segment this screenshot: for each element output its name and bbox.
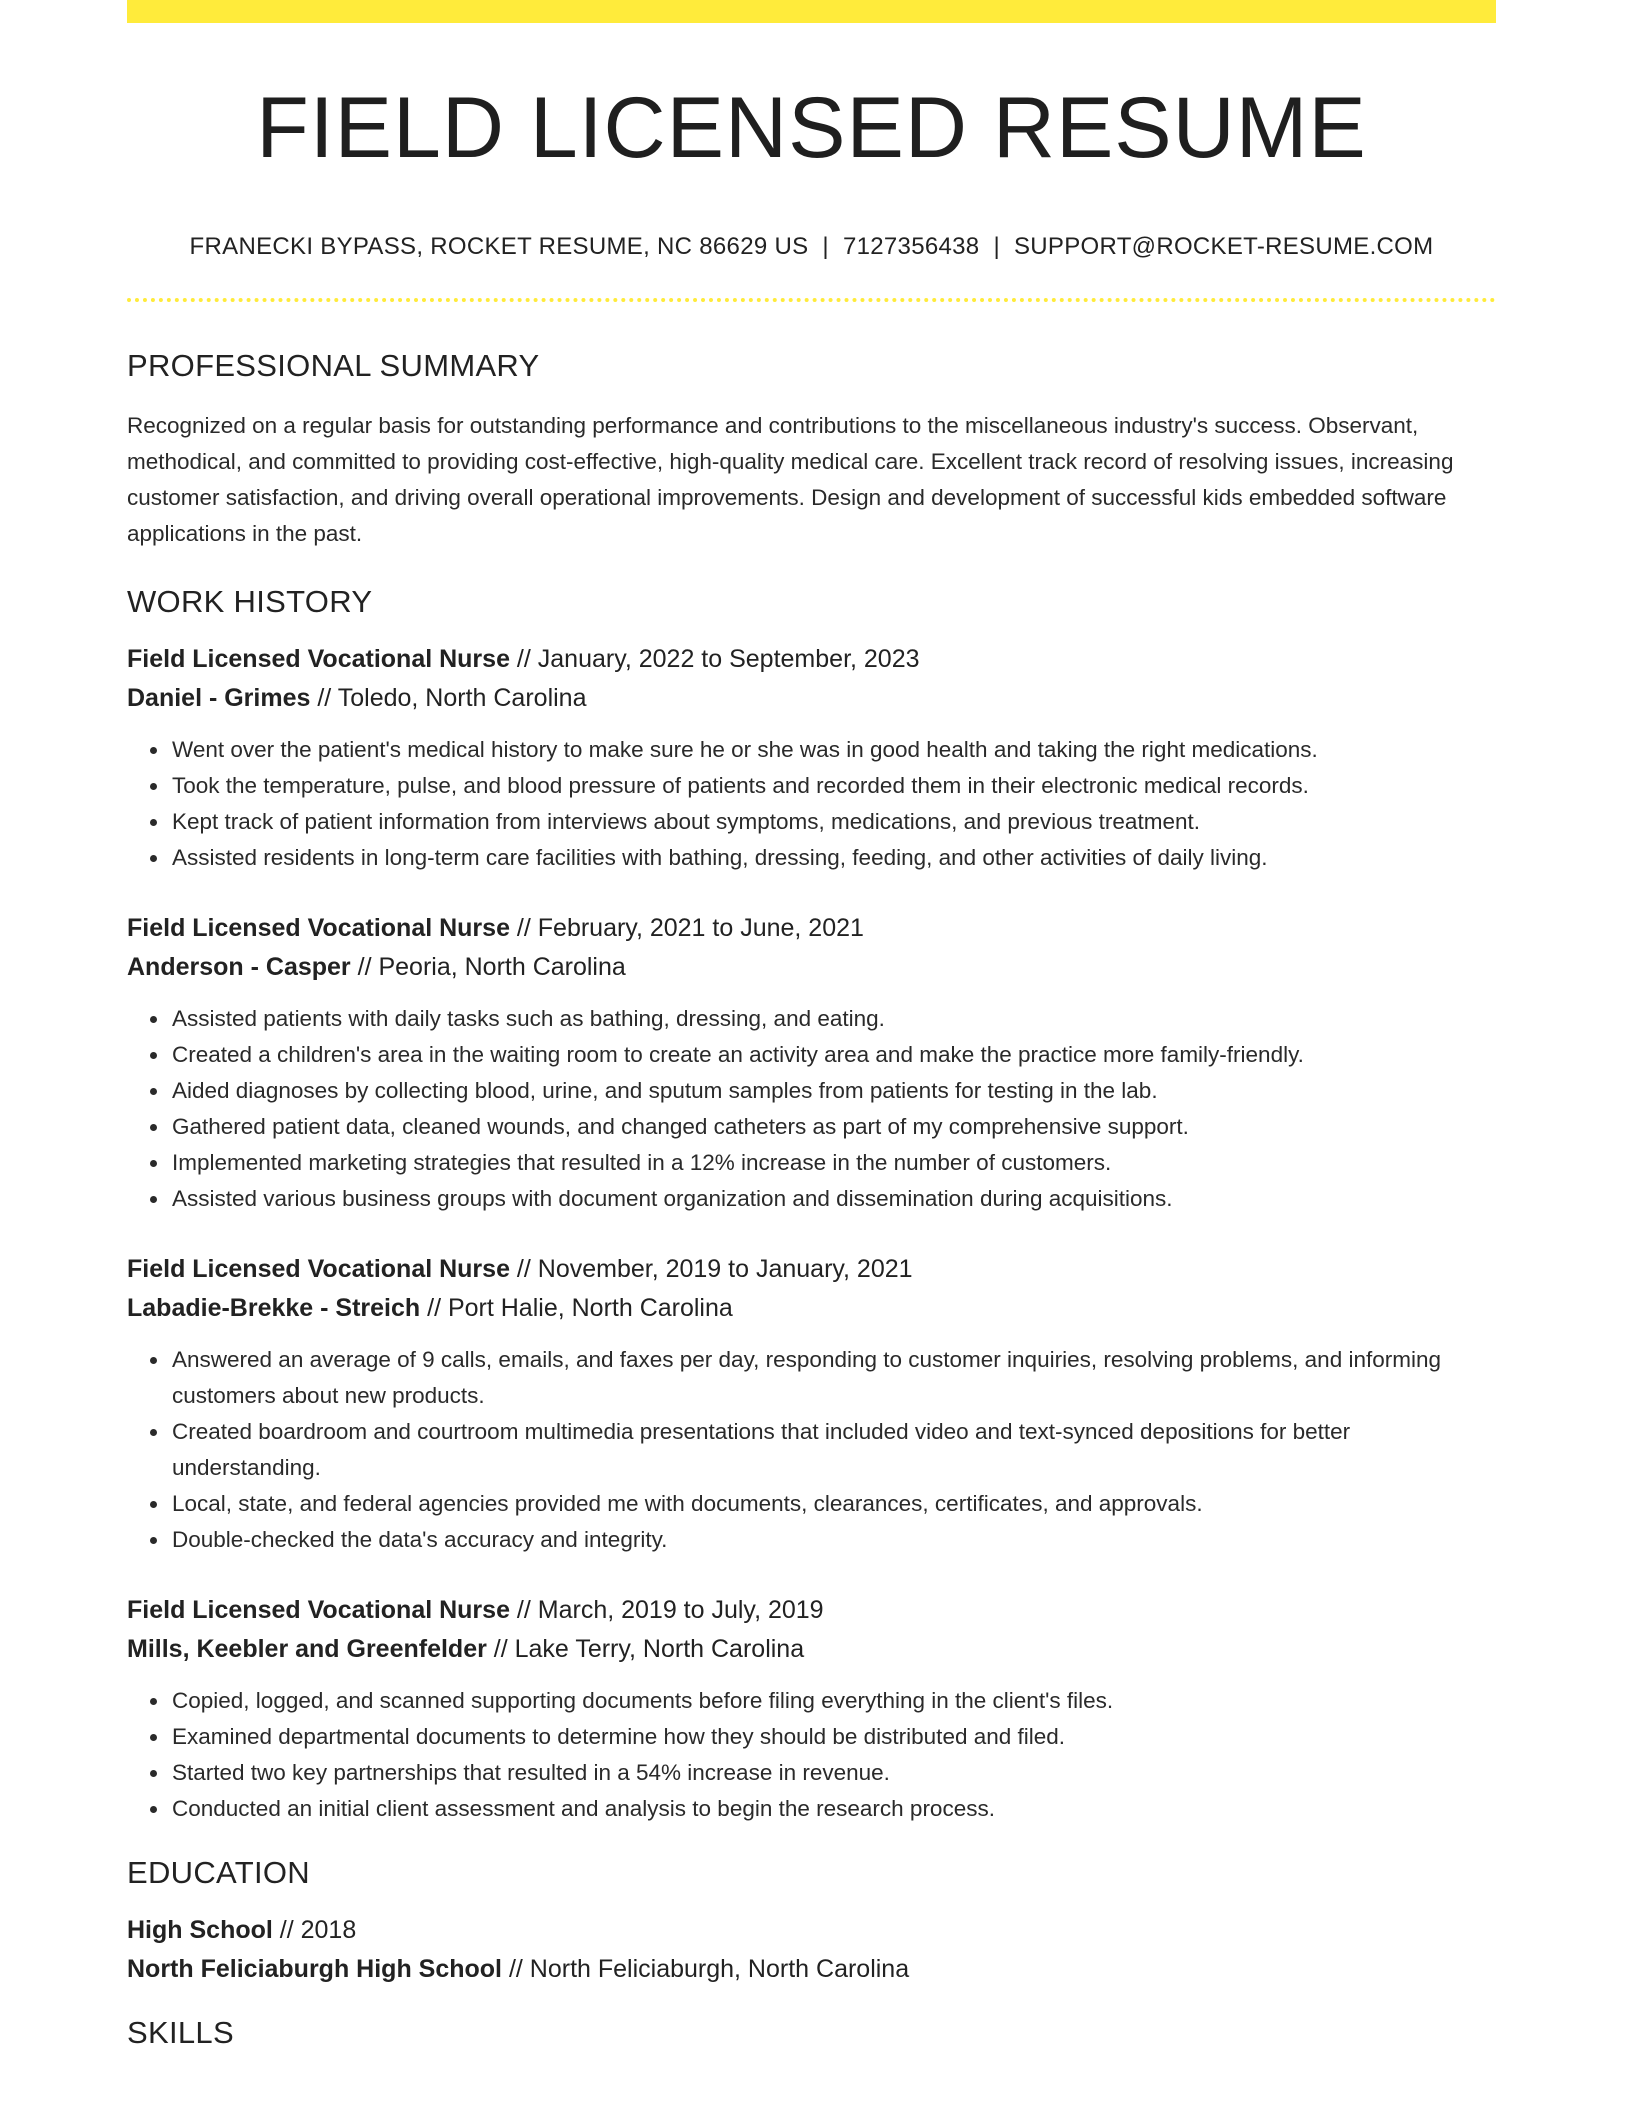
job-dates: // February, 2021 to June, 2021 [509,914,864,942]
job-bullet: • Copied, logged, and scanned supporting documents before filing everything in the client's files. [170,1683,1496,1719]
job-bullet: • Implemented marketing strategies that resulted in a 12% increase in the number of customers. [170,1145,1496,1181]
job-bullets [127,732,1496,876]
job-location: // Peoria, North Carolina [350,953,626,981]
education-entry [127,1911,1496,1989]
work-history-heading: WORK HISTORY [127,584,373,619]
job-role-line [127,909,1496,948]
job-company-line [127,1630,1496,1669]
job-bullet: • Took the temperature, pulse, and blood pressure of patients and recorded them in their electronic medical records. [170,768,1496,804]
job-bullet: • Assisted various business groups with document organization and dissemination during acquisitions. [170,1181,1496,1217]
education-year: // 2018 [272,1916,357,1944]
job-location: // Port Halie, North Carolina [420,1294,733,1322]
job-bullets [127,1342,1496,1558]
job-bullet: • Created boardroom and courtroom multimedia presentations that included video and text-synced depositions for better understanding. [170,1414,1496,1486]
job-role: Field Licensed Vocational Nurse [127,645,510,673]
summary-text: Recognized on a regular basis for outstanding performance and contributions to the miscellaneous industry's success. Observant, methodical, and committed to providing cost-effective, high-quality medical care. Excellent track record of resolving issues, increasing customer satisfaction, and driving overall operational improvements. Design and development of successful kids embedded software applications in the past. [127,413,1454,546]
resume-page [127,0,1496,2051]
job-dates: // January, 2022 to September, 2023 [509,645,920,673]
job-role-line [127,1591,1496,1630]
job-company-line [127,948,1496,987]
accent-top-bar [127,0,1496,23]
job-role: Field Licensed Vocational Nurse [127,1596,510,1624]
resume-title: FIELD LICENSED RESUME [256,80,1367,176]
job-bullets [127,1001,1496,1217]
job-bullet: • Double-checked the data's accuracy and integrity. [170,1522,1496,1558]
job-bullet: • Conducted an initial client assessment and analysis to begin the research process. [170,1791,1496,1827]
job-location: // Toledo, North Carolina [310,684,587,712]
job-entry [127,1250,1496,1558]
job-bullet: • Went over the patient's medical history to make sure he or she was in good health and taking the right medications. [170,732,1496,768]
job-bullet: • Local, state, and federal agencies provided me with documents, clearances, certificates, and approvals. [170,1486,1496,1522]
job-company-line [127,1289,1496,1328]
education-school-line [127,1950,1496,1989]
job-entry [127,640,1496,876]
job-bullet: • Aided diagnoses by collecting blood, urine, and sputum samples from patients for testing in the lab. [170,1073,1496,1109]
job-company: Daniel - Grimes [127,684,311,712]
contact-separator: | [822,233,829,260]
contact-line [127,233,1496,261]
job-entry [127,1591,1496,1827]
job-bullet: • Assisted patients with daily tasks such as bathing, dressing, and eating. [170,1001,1496,1037]
job-dates: // November, 2019 to January, 2021 [509,1255,913,1283]
job-bullet: • Kept track of patient information from interviews about symptoms, medications, and previous treatment. [170,804,1496,840]
job-company: Labadie-Brekke - Streich [127,1294,421,1322]
job-location: // Lake Terry, North Carolina [486,1635,805,1663]
job-company: Mills, Keebler and Greenfelder [127,1635,487,1663]
job-dates: // March, 2019 to July, 2019 [509,1596,824,1624]
job-role-line [127,1250,1496,1289]
education-location: // North Feliciaburgh, North Carolina [502,1955,910,1983]
job-bullets [127,1683,1496,1827]
job-bullet: • Answered an average of 9 calls, emails, and faxes per day, responding to customer inquiries, resolving problems, and informing customers about new products. [170,1342,1496,1414]
education-heading: EDUCATION [127,1855,310,1890]
contact-address: FRANECKI BYPASS, ROCKET RESUME, NC 86629 US [189,233,809,260]
contact-separator: | [993,233,1000,260]
job-company-line [127,679,1496,718]
job-entry [127,909,1496,1217]
job-role: Field Licensed Vocational Nurse [127,1255,510,1283]
job-role: Field Licensed Vocational Nurse [127,914,510,942]
job-bullet: • Examined departmental documents to determine how they should be distributed and filed. [170,1719,1496,1755]
contact-email: SUPPORT@ROCKET-RESUME.COM [1013,233,1434,260]
job-bullet: • Gathered patient data, cleaned wounds, and changed catheters as part of my comprehensive support. [170,1109,1496,1145]
job-bullet: • Created a children's area in the waiting room to create an activity area and make the practice more family-friendly. [170,1037,1496,1073]
job-role-line [127,640,1496,679]
dotted-divider [127,298,1496,302]
contact-phone: 7127356438 [842,233,980,260]
skills-heading: SKILLS [127,2015,234,2050]
education-school: North Feliciaburgh High School [127,1955,502,1983]
education-degree-line [127,1911,1496,1950]
summary-heading: PROFESSIONAL SUMMARY [127,348,540,383]
education-degree: High School [127,1916,273,1944]
job-bullet: • Assisted residents in long-term care facilities with bathing, dressing, feeding, and other activities of daily living. [170,840,1496,876]
job-bullet: • Started two key partnerships that resulted in a 54% increase in revenue. [170,1755,1496,1791]
job-company: Anderson - Casper [127,953,351,981]
work-history-list [127,640,1496,1827]
